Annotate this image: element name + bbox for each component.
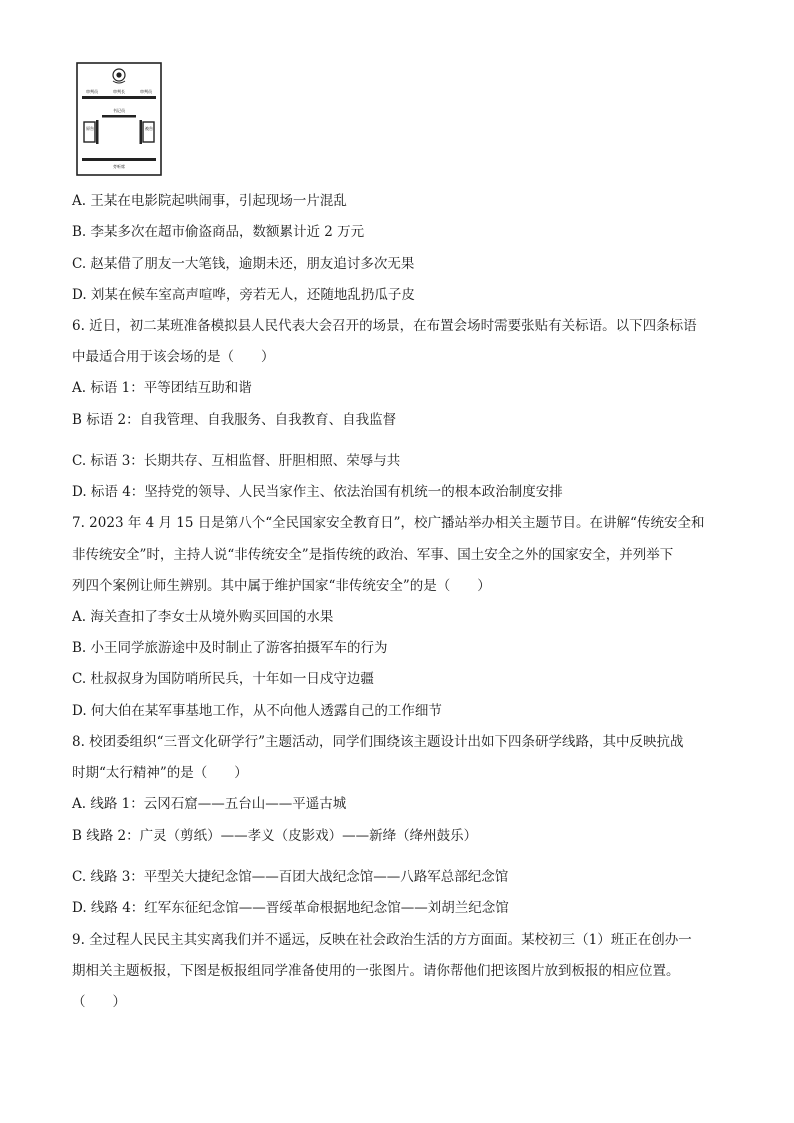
q5-option-c: C. 赵某借了朋友一大笔钱，逾期未还，朋友追讨多次无果 (72, 256, 415, 272)
judge-right-label: 审判员 (140, 89, 152, 94)
q8-option-a: A. 线路 1：云冈石窟——五台山——平遥古城 (72, 796, 347, 812)
q8-option-c: C. 线路 3：平型关大捷纪念馆——百团大战纪念馆——八路军总部纪念馆 (72, 869, 509, 885)
q6-option-a: A. 标语 1：平等团结互助和谐 (72, 380, 252, 396)
q5-option-b: B. 李某多次在超市偷盗商品，数额累计近 2 万元 (72, 224, 365, 240)
gallery-label: 旁听席 (113, 164, 125, 169)
q8-stem-line-2: 时期“太行精神”的是（ ） (72, 765, 248, 781)
left-seat-label: 原告 (86, 126, 94, 131)
q7-stem-line-1: 7. 2023 年 4 月 15 日是第八个“全民国家安全教育日”，校广播站举办相关主题节目。在讲解“传统安全和 (72, 515, 705, 531)
q8-option-d: D. 线路 4：红军东征纪念馆——晋绥革命根据地纪念馆——刘胡兰纪念馆 (72, 900, 509, 916)
clerk-label: 书记员 (113, 108, 125, 113)
q7-option-b: B. 小王同学旅游途中及时制止了游客拍摄军车的行为 (72, 640, 388, 656)
q7-option-a: A. 海关查扣了李女士从境外购买回国的水果 (72, 609, 334, 625)
q5-option-d: D. 刘某在候车室高声喧哗，旁若无人，还随地乱扔瓜子皮 (72, 287, 415, 303)
q7-stem-line-3: 列四个案例让师生辨别。其中属于维护国家“非传统安全”的是（ ） (72, 578, 491, 594)
q7-stem-line-2: 非传统安全”时，主持人说“非传统安全”是指传统的政治、军事、国土安全之外的国家安全，并列举下 (72, 547, 674, 563)
courtroom-diagram (76, 62, 162, 176)
q6-stem-line-1: 6. 近日，初二某班准备模拟县人民代表大会召开的场景，在布置会场时需要张贴有关标语。以下四条标语 (72, 318, 697, 334)
q8-stem-line-1: 8. 校团委组织“三晋文化研学行”主题活动，同学们围绕该主题设计出如下四条研学线路，其中反映抗战 (72, 734, 684, 750)
q7-option-c: C. 杜叔叔身为国防哨所民兵，十年如一日戍守边疆 (72, 671, 374, 687)
q5-option-a: A. 王某在电影院起哄闹事，引起现场一片混乱 (72, 193, 347, 209)
right-seat-label: 被告 (145, 126, 153, 131)
q6-option-d: D. 标语 4：坚持党的领导、人民当家作主、依法治国有机统一的根本政治制度安排 (72, 484, 563, 500)
q9-stem-line-1: 9. 全过程人民民主其实离我们并不遥远，反映在社会政治生活的方方面面。某校初三（1）班正在创办一 (72, 932, 692, 948)
judge-left-label: 审判员 (86, 89, 98, 94)
q8-option-b: B 线路 2：广灵（剪纸）——孝义（皮影戏）——新绛（绛州鼓乐） (72, 828, 478, 844)
q6-option-c: C. 标语 3：长期共存、互相监督、肝胆相照、荣辱与共 (72, 453, 401, 469)
q6-stem-line-2: 中最适合用于该会场的是（ ） (72, 349, 275, 365)
q6-option-b: B 标语 2：自我管理、自我服务、自我教育、自我监督 (72, 412, 397, 428)
q9-stem-line-2: 期相关主题板报，下图是板报组同学准备使用的一张图片。请你帮他们把该图片放到板报的相应位置。 (72, 963, 680, 979)
q9-stem-line-3: （ ） (72, 994, 126, 1010)
q7-option-d: D. 何大伯在某军事基地工作，从不向他人透露自己的工作细节 (72, 703, 442, 719)
judge-center-label: 审判长 (113, 89, 125, 94)
